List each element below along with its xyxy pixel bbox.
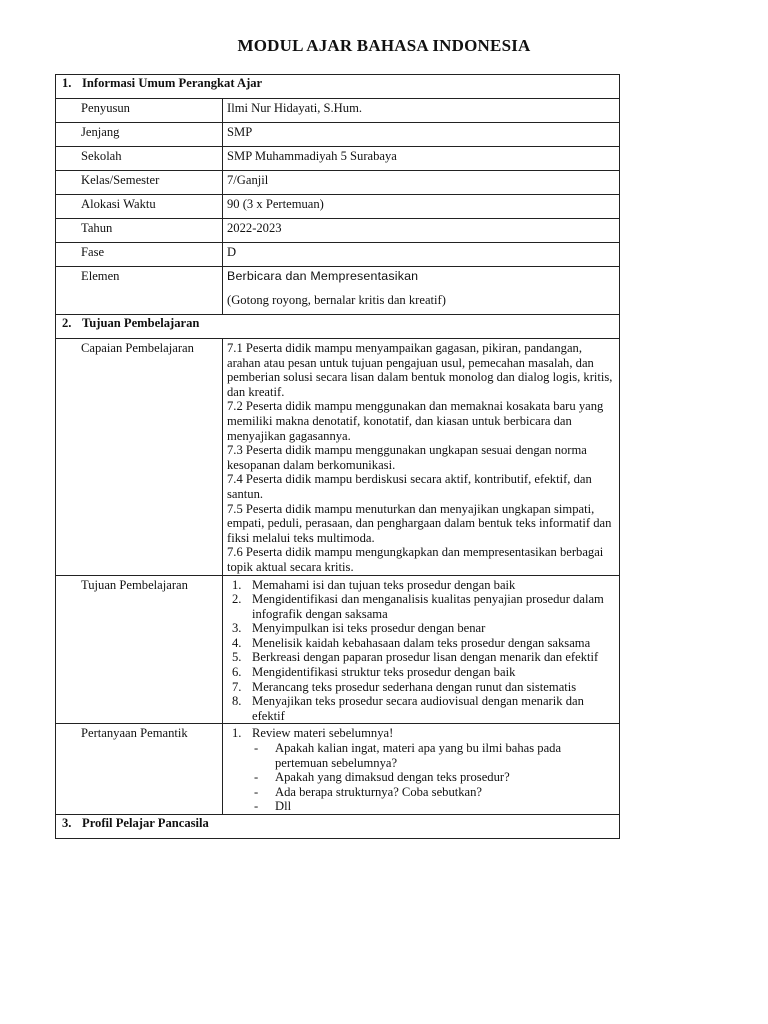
info-label: Fase	[56, 243, 223, 267]
section-title: Profil Pelajar Pancasila	[82, 816, 209, 830]
item-number: 1.	[232, 726, 242, 741]
info-label: Jenjang	[56, 123, 223, 147]
info-row	[56, 243, 620, 267]
item-text: Menelisik kaidah kebahasaan dalam teks prosedur dengan saksama	[252, 635, 591, 650]
section-number: 3.	[62, 816, 72, 830]
list-item	[227, 680, 615, 695]
section-header-row	[56, 815, 620, 839]
module-table	[55, 74, 620, 839]
item-number: 6.	[232, 665, 242, 680]
sub-item-text: Apakah yang dimaksud dengan teks prosedur?	[275, 770, 510, 785]
item-number: 7.	[232, 679, 242, 694]
elemen-note: (Gotong royong, bernalar kritis dan kreatif)	[227, 292, 446, 307]
item-text: Mengidentifikasi struktur teks prosedur dengan baik	[252, 665, 516, 680]
elemen-row	[56, 267, 620, 315]
capaian-label: Capaian Pembelajaran	[56, 339, 223, 576]
capaian-row	[56, 339, 620, 576]
item-number: 1.	[232, 577, 242, 592]
tujuan-row	[56, 575, 620, 724]
item-text: Mengidentifikasi dan menganalisis kualitas penyajian prosedur dalam infografik dengan saksama	[252, 592, 604, 621]
info-row	[56, 123, 620, 147]
section-title: Informasi Umum Perangkat Ajar	[82, 76, 263, 90]
item-number: 5.	[232, 650, 242, 665]
capaian-item: 7.4 Peserta didik mampu berdiskusi secara aktif, kontributif, efektif, dan santun.	[227, 472, 592, 501]
sub-item	[227, 799, 615, 814]
dash: -	[254, 799, 259, 814]
sub-item	[227, 741, 615, 770]
list-item	[227, 578, 615, 593]
item-text: Merancang teks prosedur sederhana dengan runut dan sistematis	[252, 679, 577, 694]
pertanyaan-list	[227, 726, 615, 741]
sub-item-text: Apakah kalian ingat, materi apa yang bu ilmi bahas pada pertemuan sebelumnya?	[275, 741, 562, 770]
capaian-cell	[223, 339, 620, 576]
info-value: SMP Muhammadiyah 5 Surabaya	[223, 147, 620, 171]
section-number: 1.	[62, 76, 72, 90]
list-item	[227, 694, 615, 723]
capaian-item: 7.3 Peserta didik mampu menggunakan ungkapan sesuai dengan norma kesopanan dalam berkomunikasi.	[227, 443, 587, 472]
info-row	[56, 195, 620, 219]
item-text: Menyajikan teks prosedur secara audiovisual dengan menarik dan efektif	[252, 694, 584, 723]
info-label: Kelas/Semester	[56, 171, 223, 195]
info-value: D	[223, 243, 620, 267]
section-title: Tujuan Pembelajaran	[82, 316, 200, 330]
pertanyaan-cell	[223, 724, 620, 815]
section-1-header	[56, 75, 620, 99]
sub-item-text: Dll	[275, 799, 292, 814]
item-text: Menyimpulkan isi teks prosedur dengan benar	[252, 621, 486, 636]
item-text: Review materi sebelumnya!	[252, 726, 394, 741]
dash: -	[254, 741, 259, 756]
info-row	[56, 171, 620, 195]
item-number: 4.	[232, 635, 242, 650]
info-row	[56, 99, 620, 123]
section-2-header	[56, 315, 620, 339]
capaian-item: 7.5 Peserta didik mampu menuturkan dan menyajikan ungkapan simpati, empati, peduli, perasaan, dan penghargaan dalam bentuk teks informatif dan fiksi melalui teks multimoda.	[227, 501, 612, 545]
item-number: 8.	[232, 694, 242, 709]
tujuan-list	[227, 578, 615, 724]
info-label: Sekolah	[56, 147, 223, 171]
section-number: 2.	[62, 316, 72, 330]
pertanyaan-label: Pertanyaan Pemantik	[56, 724, 223, 815]
pertanyaan-row	[56, 724, 620, 815]
info-value: 90 (3 x Pertemuan)	[223, 195, 620, 219]
info-value: 2022-2023	[223, 219, 620, 243]
list-item	[227, 621, 615, 636]
item-number: 3.	[232, 621, 242, 636]
list-item	[227, 636, 615, 651]
tujuan-label: Tujuan Pembelajaran	[56, 575, 223, 724]
sub-item	[227, 770, 615, 785]
elemen-cell	[223, 267, 620, 315]
list-item	[227, 726, 615, 741]
section-3-header	[56, 815, 620, 839]
document-title: MODUL AJAR BAHASA INDONESIA	[237, 36, 531, 55]
info-row	[56, 219, 620, 243]
list-item	[227, 665, 615, 680]
info-value: SMP	[223, 123, 620, 147]
item-number: 2.	[232, 592, 242, 607]
item-text: Berkreasi dengan paparan prosedur lisan dengan menarik dan efektif	[252, 650, 599, 665]
elemen-label: Elemen	[56, 267, 223, 315]
dash: -	[254, 770, 259, 785]
info-label: Tahun	[56, 219, 223, 243]
info-label: Penyusun	[56, 99, 223, 123]
info-value: Ilmi Nur Hidayati, S.Hum.	[223, 99, 620, 123]
pertanyaan-sublist	[227, 741, 615, 814]
sub-item-text: Ada berapa strukturnya? Coba sebutkan?	[275, 784, 483, 799]
list-item	[227, 650, 615, 665]
item-text: Memahami isi dan tujuan teks prosedur dengan baik	[252, 577, 516, 592]
dash: -	[254, 784, 259, 799]
elemen-value: Berbicara dan Mempresentasikan	[227, 269, 419, 283]
section-header-row	[56, 75, 620, 99]
list-item	[227, 592, 615, 621]
capaian-item: 7.1 Peserta didik mampu menyampaikan gagasan, pikiran, pandangan, arahan atau pesan untuk tujuan pengajuan usul, pemecahan masalah, dan pemberian solusi secara lisan dalam bentuk monolog dan dialog logis, kritis, dan kreatif.	[227, 341, 613, 399]
info-value: 7/Ganjil	[223, 171, 620, 195]
info-label: Alokasi Waktu	[56, 195, 223, 219]
sub-item	[227, 785, 615, 800]
tujuan-cell	[223, 575, 620, 724]
info-row	[56, 147, 620, 171]
capaian-item: 7.2 Peserta didik mampu menggunakan dan memaknai kosakata baru yang memiliki makna denotatif, konotatif, dan kiasan untuk berbicara dan menyajikan gagasannya.	[227, 399, 604, 443]
capaian-item: 7.6 Peserta didik mampu mengungkapkan dan mempresentasikan berbagai topik aktual secara kritis.	[227, 545, 604, 574]
section-header-row	[56, 315, 620, 339]
